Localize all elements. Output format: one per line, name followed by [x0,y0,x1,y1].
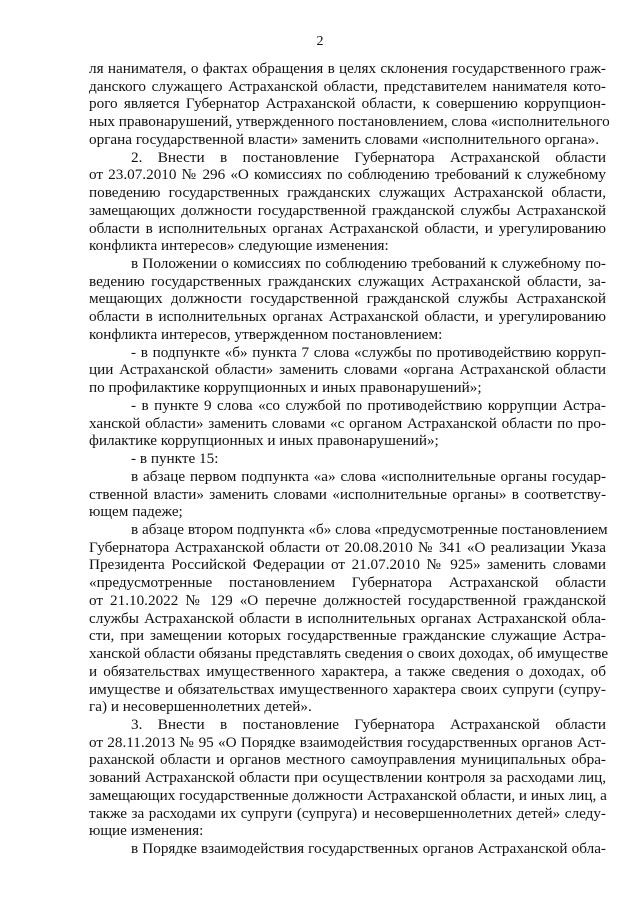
text-line: в абзаце втором подпункта «б» слова «предусмотренные постановлением [131,520,608,538]
text-line: службы Астраханской области в исполнительных органах Астраханской обла- [89,609,606,627]
text-line: рого является Губернатор Астраханской области, к совершению коррупцион- [89,95,606,113]
text-line: органа государственной власти» заменить словами «исполнительного органа». [89,130,599,148]
text-line: в Порядке взаимодействия государственных органов Астраханской обла- [131,840,606,858]
text-line: - в подпункте «б» пункта 7 слова «службы по противодействию корруп- [131,343,606,361]
text-line: замещающих должности государственной гражданской службы Астраханской [89,201,606,219]
text-line: по профилактике коррупционных и иных правонарушений»; [89,379,482,397]
text-line: в Положении о комиссиях по соблюдению требований к служебному по- [131,255,606,273]
text-line: ственной власти» заменить словами «исполнительные органы» в соответству- [89,485,606,503]
text-line: 3. Внести в постановление Губернатора Астраханской области [131,716,606,733]
text-line: га) и несовершеннолетних детей». [89,698,312,716]
text-line: и обязательствах имущественного характера, а также сведения о доходах, об [89,662,606,680]
text-line: области в исполнительных органах Астраханской области, и урегулированию [89,308,606,326]
text-line: от 23.07.2010 № 296 «О комиссиях по соблюдению требований к служебному [89,166,606,184]
text-line: ции Астраханской области» заменить словами «органа Астраханской области [89,361,606,379]
text-line: ющие изменения: [89,822,204,840]
text-line: филактике коррупционных и иных правонарушений»; [89,432,439,450]
text-line: имуществе и обязательствах имущественного характера своих супруги (супру- [89,680,606,698]
text-line: замещающих государственные должности Астраханской области, и иных лиц, а [89,786,607,804]
text-line: конфликта интересов, утвержденном постановлением: [89,325,443,343]
text-line: зований Астраханской области при осуществлении контроля за расходами лиц, [89,769,606,787]
text-line: от 28.11.2013 № 95 «О Порядке взаимодействия государственных органов Аст- [89,733,606,751]
text-line: ных правонарушений, утвержденного постановлением, слова «исполнительного [89,113,610,131]
text-line: Президента Российской Федерации от 21.07.2010 № 925» заменить словами [89,556,606,574]
text-line: также за расходами их супруги (супруга) и несовершеннолетних детей» следу- [89,804,606,822]
text-line: сти, при замещении которых государственные гражданские служащие Астра- [89,627,606,645]
text-line: мещающих должности государственной гражданской службы Астраханской [89,290,606,308]
text-line: в абзаце первом подпункта «а» слова «исполнительные органы государ- [131,467,606,485]
text-line: области в исполнительных органах Астраханской области, и урегулированию [89,219,606,237]
text-line: данского служащего Астраханской области, представителем нанимателя кото- [89,77,606,95]
text-line: - в пункте 15: [131,450,219,468]
text-line: «предусмотренные постановлением Губернатора Астраханской области [89,574,606,592]
text-line: Губернатора Астраханской области от 20.08.2010 № 341 «О реализации Указа [89,538,606,556]
text-line: от 21.10.2022 № 129 «О перечне должностей государственной гражданской [89,591,606,609]
text-line: ведению государственных гражданских служащих Астраханской области, за- [89,272,606,290]
page-number: 2 [316,34,324,49]
text-line: раханской области и органов местного самоуправления муниципальных обра- [89,751,606,769]
text-line: ханской области обязаны представлять сведения о своих доходах, об имуществе [89,645,609,663]
text-line: поведению государственных гражданских служащих Астраханской области, [89,184,606,202]
text-line: ющем падеже; [89,503,183,521]
text-line: - в пункте 9 слова «со службой по противодействию коррупции Астра- [131,396,606,414]
text-line: ля нанимателя, о фактах обращения в целях склонения государственного граж- [89,60,606,77]
text-line: конфликта интересов» следующие изменения: [89,237,389,255]
text-line: 2. Внести в постановление Губернатора Астраханской области [131,148,606,166]
text-line: ханской области» заменить словами «с органом Астраханской области по про- [89,414,606,432]
